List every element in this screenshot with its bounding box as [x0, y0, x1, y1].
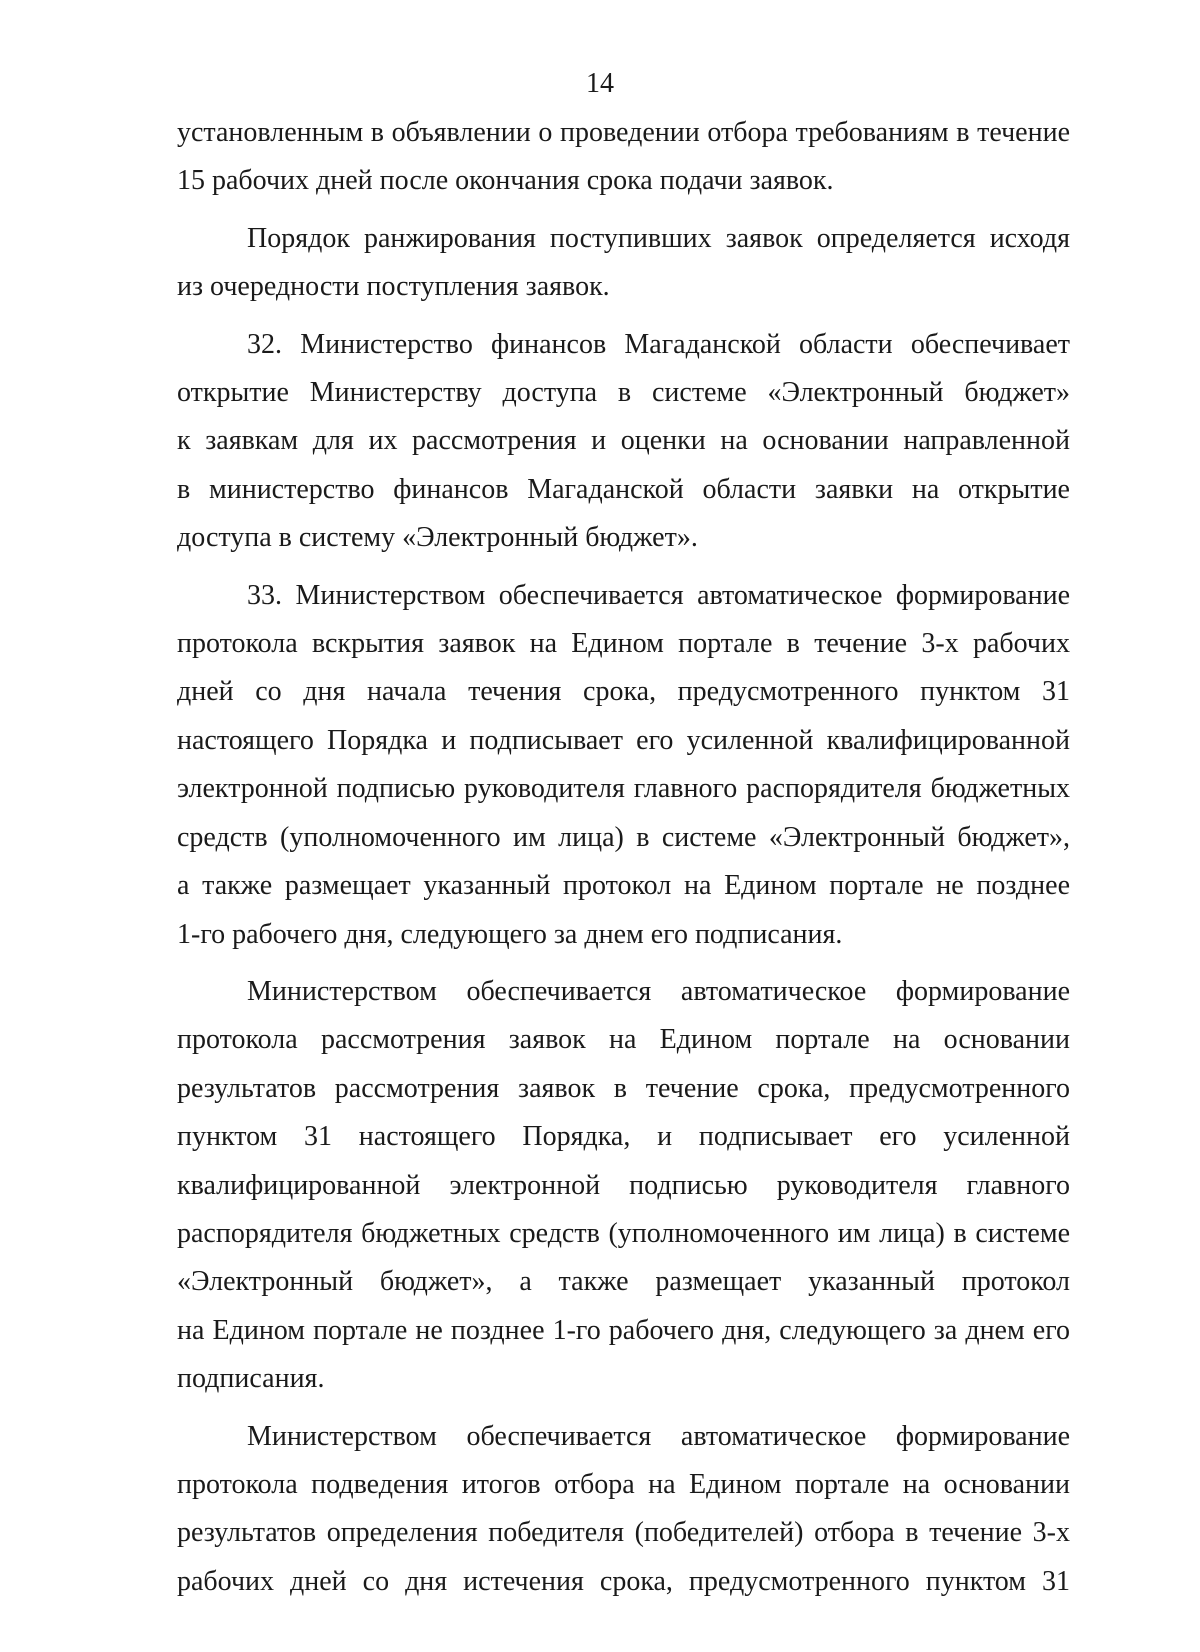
text-line: протокола рассмотрения заявок на Едином портале на основании: [177, 1024, 1070, 1056]
text-line: установленным в объявлении о проведении отбора требованиям в течение: [177, 117, 1070, 148]
text-line: рабочих дней со дня истечения срока, предусмотренного пунктом 31: [177, 1565, 1070, 1597]
text-line: а также размещает указанный протокол на Едином портале не позднее: [177, 870, 1070, 902]
text-line: к заявкам для их рассмотрения и оценки на основании направленной: [177, 425, 1070, 457]
text-line: 1-го рабочего дня, следующего за днем его подписания.: [177, 918, 843, 950]
paragraph-ranking-order: [177, 215, 1070, 312]
text-line: результатов определения победителя (победителей) отбора в течение 3-х: [177, 1517, 1070, 1549]
text-line: 15 рабочих дней после окончания срока подачи заявок.: [177, 165, 834, 197]
text-line: протокола вскрытия заявок на Едином портале в течение 3-х рабочих: [177, 628, 1070, 660]
text-line: Министерством обеспечивается автоматическое формирование: [247, 975, 1070, 1007]
paragraph-continuation: [177, 109, 1070, 206]
text-line: 32. Министерство финансов Магаданской области обеспечивает: [247, 328, 1070, 360]
text-line: настоящего Порядка и подписывает его усиленной квалифицированной: [177, 724, 1070, 756]
text-line: Порядок ранжирования поступивших заявок определяется исходя: [247, 222, 1070, 254]
text-line: 33. Министерством обеспечивается автоматическое формирование: [247, 579, 1070, 611]
text-line: распорядителя бюджетных средств (уполномоченного им лица) в системе: [177, 1217, 1070, 1249]
paragraph-review-protocol: [177, 968, 1070, 1404]
page-number: 14: [586, 68, 614, 99]
text-line: квалифицированной электронной подписью руководителя главного: [177, 1169, 1070, 1201]
text-line: Министерством обеспечивается автоматическое формирование: [247, 1420, 1070, 1452]
text-line: протокола подведения итогов отбора на Едином портале на основании: [177, 1468, 1070, 1500]
text-line: результатов рассмотрения заявок в течение срока, предусмотренного: [177, 1072, 1070, 1104]
text-line: на Едином портале не позднее 1-го рабочего дня, следующего за днем его: [177, 1314, 1070, 1346]
text-line: доступа в систему «Электронный бюджет».: [177, 522, 698, 554]
text-line: дней со дня начала течения срока, предусмотренного пунктом 31: [177, 676, 1070, 708]
text-line: из очередности поступления заявок.: [177, 271, 610, 303]
text-line: «Электронный бюджет», а также размещает указанный протокол: [177, 1266, 1070, 1298]
paragraph-item-32: [177, 321, 1070, 563]
document-body: [177, 109, 1070, 1606]
text-line: электронной подписью руководителя главного распорядителя бюджетных: [177, 773, 1070, 805]
text-line: открытие Министерству доступа в системе «Электронный бюджет»: [177, 377, 1070, 409]
text-line: в министерство финансов Магаданской области заявки на открытие: [177, 473, 1070, 505]
text-line: подписания.: [177, 1363, 325, 1395]
paragraph-item-33: [177, 572, 1070, 959]
text-line: пунктом 31 настоящего Порядка, и подписывает его усиленной: [177, 1121, 1070, 1153]
text-line: средств (уполномоченного им лица) в системе «Электронный бюджет»,: [177, 821, 1070, 853]
paragraph-results-protocol: [177, 1413, 1070, 1607]
